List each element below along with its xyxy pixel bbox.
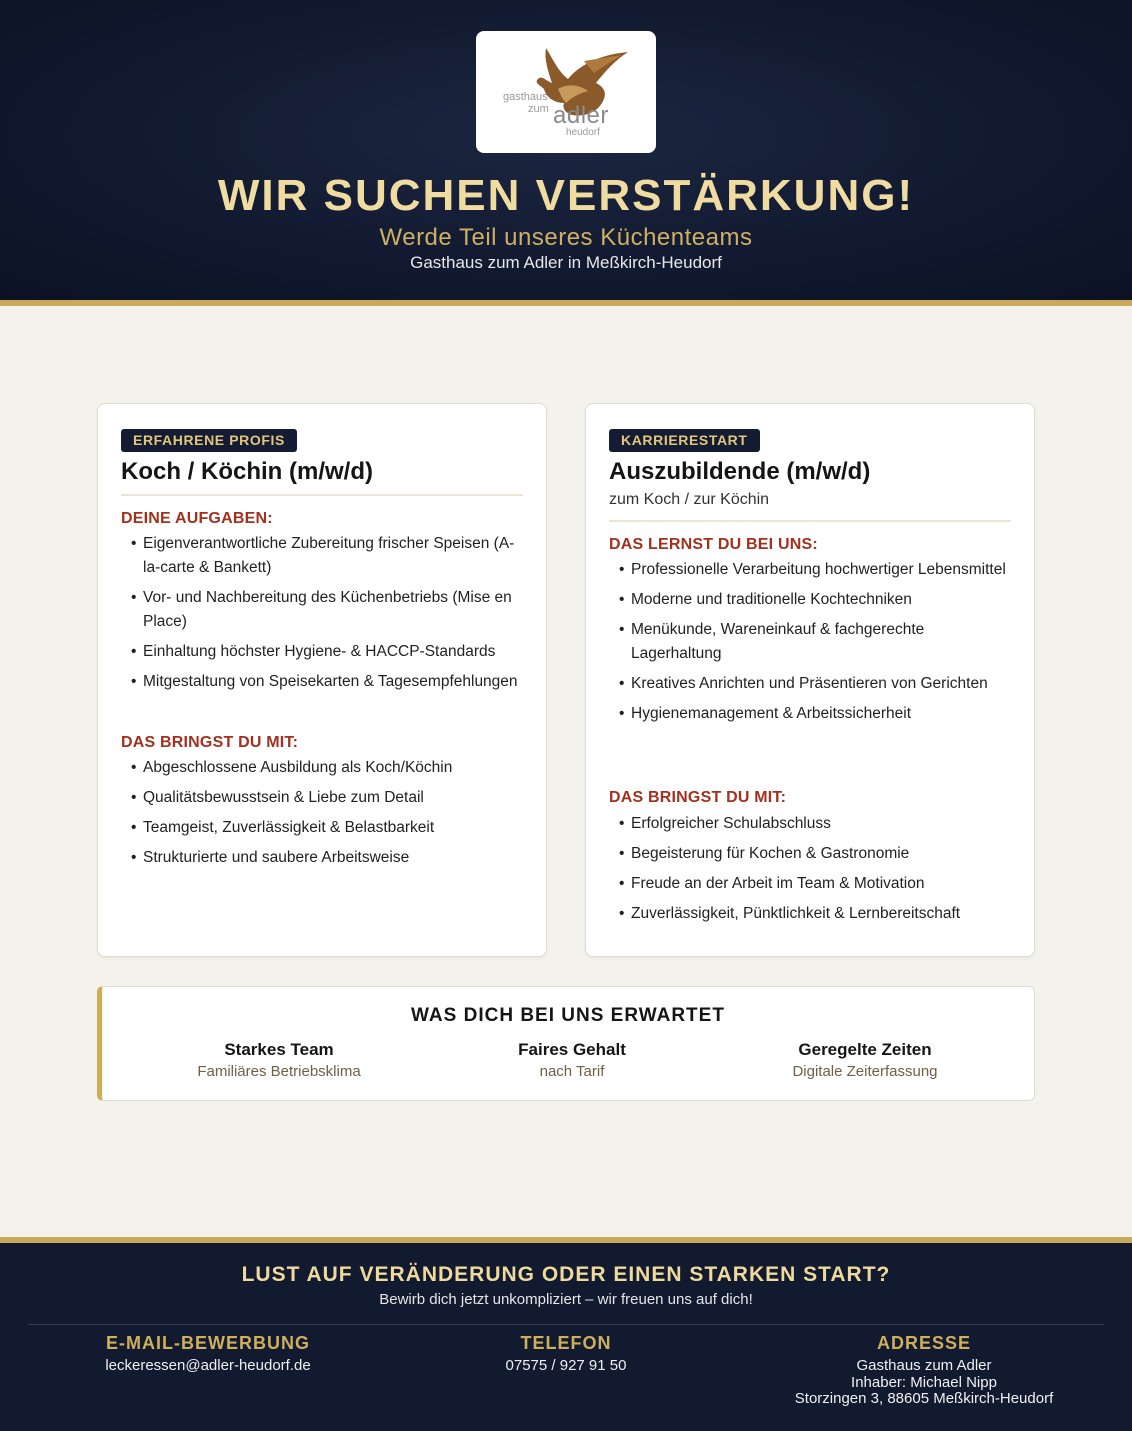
list-item: • Abgeschlossene Ausbildung als Koch/Köchin	[131, 756, 526, 780]
job-card-koch	[97, 403, 547, 957]
logo-text-zum: zum	[528, 103, 549, 115]
benefit-desc: Familiäres Betriebsklima	[197, 1063, 361, 1080]
job-title: Koch / Köchin (m/w/d)	[121, 458, 373, 485]
list-item: • Hygienemanagement & Arbeitssicherheit	[619, 702, 1014, 726]
section-heading-learning: DAS LERNST DU BEI UNS:	[609, 536, 818, 553]
page-subtitle: Werde Teil unseres Küchenteams	[379, 224, 753, 251]
benefit-salary	[425, 1040, 719, 1080]
contact-heading: TELEFON	[520, 1333, 612, 1353]
job-badge: ERFAHRENE PROFIS	[121, 429, 297, 452]
benefit-desc: nach Tarif	[539, 1063, 605, 1080]
list-item: • Qualitätsbewusstsein & Liebe zum Detail	[131, 786, 526, 810]
learning-list	[619, 558, 1014, 732]
section-heading-requirements: DAS BRINGST DU MIT:	[609, 789, 787, 806]
contact-heading: ADRESSE	[876, 1333, 972, 1353]
page-title: WIR SUCHEN VERSTÄRKUNG!	[217, 171, 915, 220]
list-item: • Vor- und Nachbereitung des Küchenbetriebs (Mise en Place)	[131, 586, 526, 634]
list-item: • Professionelle Verarbeitung hochwertiger Lebensmittel	[619, 558, 1014, 582]
benefit-hours	[718, 1040, 1012, 1080]
contact-heading: E-MAIL-BEWERBUNG	[106, 1333, 310, 1353]
list-item: • Begeisterung für Kochen & Gastronomie	[619, 842, 1014, 866]
contact-email	[58, 1333, 358, 1375]
section-heading-requirements: DAS BRINGST DU MIT:	[121, 734, 299, 751]
benefits-title: WAS DICH BEI UNS ERWARTET	[411, 1005, 725, 1026]
logo-text-heudorf: heudorf	[566, 127, 600, 138]
list-item: • Freude an der Arbeit im Team & Motivation	[619, 872, 1014, 896]
benefit-name: Starkes Team	[224, 1040, 334, 1059]
address-line: Inhaber: Michael Nipp	[851, 1373, 997, 1391]
address-line: Storzingen 3, 88605 Meßkirch-Heudorf	[794, 1390, 1054, 1407]
benefit-name: Faires Gehalt	[518, 1040, 626, 1059]
job-title: Auszubildende (m/w/d)	[609, 458, 871, 485]
list-item: • Moderne und traditionelle Kochtechniken	[619, 588, 1014, 612]
list-item: • Mitgestaltung von Speisekarten & Tagesempfehlungen	[131, 670, 526, 694]
job-badge: KARRIERESTART	[609, 429, 760, 452]
contact-phone	[416, 1333, 716, 1375]
header-banner	[0, 0, 1132, 300]
job-card-ausbildung	[585, 403, 1035, 957]
benefits-box	[97, 986, 1035, 1101]
footer-subtitle: Bewirb dich jetzt unkompliziert – wir freuen uns auf dich!	[379, 1291, 753, 1308]
list-item: • Zuverlässigkeit, Pünktlichkeit & Lernbereitschaft	[619, 902, 1014, 926]
list-item: • Kreatives Anrichten und Präsentieren von Gerichten	[619, 672, 1014, 696]
logo-text-gasthaus: gasthaus	[503, 91, 548, 103]
benefit-name: Geregelte Zeiten	[798, 1040, 932, 1059]
benefit-team	[132, 1040, 426, 1080]
footer	[0, 1243, 1132, 1431]
list-item: • Eigenverantwortliche Zubereitung frischer Speisen (A-la-carte & Bankett)	[131, 532, 526, 580]
task-list	[131, 532, 526, 700]
section-heading-tasks: DEINE AUFGABEN:	[121, 510, 273, 527]
card-divider	[121, 494, 523, 496]
list-item: • Erfolgreicher Schulabschluss	[619, 812, 1014, 836]
contact-address	[764, 1333, 1084, 1408]
list-item: • Menükunde, Wareneinkauf & fachgerechte Lagerhaltung	[619, 618, 1014, 666]
list-item: • Strukturierte und saubere Arbeitsweise	[131, 846, 526, 870]
address-line: Gasthaus zum Adler	[856, 1357, 992, 1374]
logo	[476, 31, 656, 153]
phone-link[interactable]: 07575 / 927 91 50	[505, 1357, 627, 1374]
logo-text-adler: adler	[553, 102, 609, 129]
requirement-list	[619, 812, 1014, 932]
header-divider	[0, 300, 1132, 306]
requirement-list	[131, 756, 526, 876]
footer-separator	[28, 1324, 1104, 1325]
card-divider	[609, 520, 1011, 522]
list-item: • Einhaltung höchster Hygiene- & HACCP-Standards	[131, 640, 526, 664]
footer-title: LUST AUF VERÄNDERUNG ODER EINEN STARKEN START?	[241, 1263, 891, 1286]
list-item: • Teamgeist, Zuverlässigkeit & Belastbarkeit	[131, 816, 526, 840]
job-subtitle: zum Koch / zur Köchin	[609, 491, 770, 508]
email-link[interactable]: leckeressen@adler-heudorf.de	[105, 1357, 311, 1374]
benefit-desc: Digitale Zeiterfassung	[792, 1063, 938, 1080]
page-location: Gasthaus zum Adler in Meßkirch-Heudorf	[410, 253, 722, 272]
